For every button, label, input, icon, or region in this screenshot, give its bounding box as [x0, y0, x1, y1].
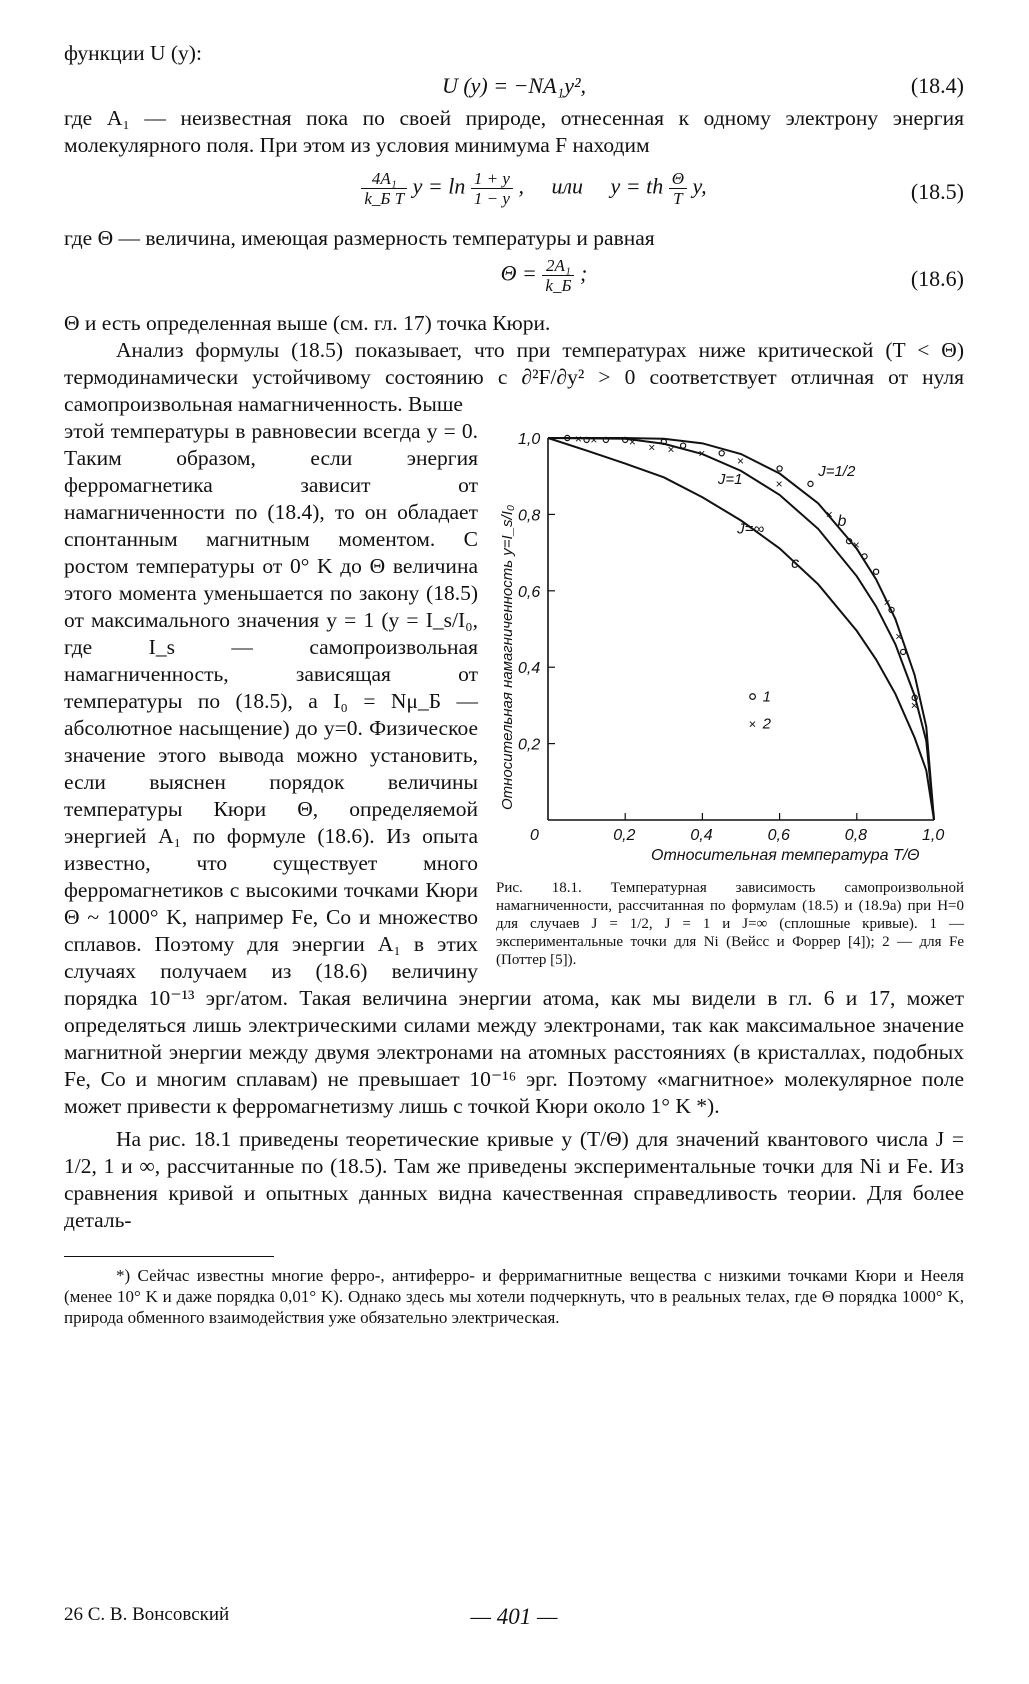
- x-tick-label: 1,0: [922, 827, 945, 844]
- intro-line: функции U (y):: [64, 41, 202, 65]
- curve-j-half: [548, 438, 934, 820]
- data-point-ni: [874, 569, 879, 574]
- data-point-ni: [901, 649, 906, 654]
- data-point-fe: ×: [852, 537, 860, 552]
- equation-18-4-number: (18.4): [910, 73, 964, 98]
- x-tick-label: 0,2: [613, 827, 636, 844]
- data-point-fe: ×: [895, 629, 903, 644]
- y-tick-label: 0,6: [518, 583, 541, 601]
- x-tick-label: 0,8: [844, 827, 868, 844]
- data-point-fe: ×: [775, 476, 783, 491]
- eq-18-5-th-num: Θ: [669, 169, 687, 189]
- legend-marker-fe: ×: [748, 716, 757, 732]
- eq-18-6-frac-num: 2A₁: [542, 256, 574, 276]
- y-axis-title: Относительная намагниченность y=I_s/I₀: [499, 504, 516, 810]
- legend-marker-ni: [750, 694, 756, 700]
- footer-signature: 26 С. В. Вонсовский: [64, 1604, 230, 1625]
- equation-18-5-number: (18.5): [910, 179, 964, 204]
- data-point-ni: [777, 466, 782, 471]
- eq-18-6-tail: ;: [579, 260, 588, 286]
- data-point-fe: ×: [883, 595, 891, 610]
- y-tick-label: 0,2: [518, 736, 541, 754]
- equation-18-4-body: U (y) = −NA₁y²,: [441, 73, 587, 98]
- x-tick-label: 0,4: [690, 827, 713, 844]
- paragraph-figure-ref: На рис. 18.1 приведены теоретические кривые y (T/Θ) для значений квантового числа J = 1/2, 1 и ∞, рассчитанные по (18.5). Там же приведены экспериментальные точки для Ni и Fe. Из сравнения кривой и опытных данных видна качественная справедливость теории. Для более деталь-: [64, 1127, 964, 1232]
- paragraph-analysis-1: Анализ формулы (18.5) показывает, что при температурах ниже критической (T < Θ) термодинамически устойчивому состоянию с ∂²F/∂y² > 0 соответствует отличная от нуля самопроизвольная намагниченность. Выше: [64, 338, 964, 416]
- y-tick-label: 1,0: [518, 431, 541, 448]
- eq-18-5-mid: y = ln: [412, 173, 466, 199]
- page-footer: [64, 1604, 964, 1634]
- equation-18-4: [64, 69, 964, 105]
- eq-18-5-frac-den: k_Б T: [364, 189, 405, 208]
- x-tick-label: 0: [530, 827, 539, 844]
- equation-18-6: [64, 252, 964, 310]
- y-tick-label: 0,4: [518, 660, 541, 678]
- data-point-fe: ×: [648, 440, 656, 455]
- eq-18-5-ln-num: 1 + y: [471, 169, 513, 189]
- data-point-ni: [808, 481, 813, 486]
- figure-18-1: [496, 422, 964, 969]
- equation-18-5: [64, 163, 964, 225]
- data-point-fe: ×: [590, 432, 598, 447]
- data-point-fe: ×: [910, 698, 918, 713]
- data-point-fe: ×: [628, 434, 636, 449]
- magnetization-chart: [496, 422, 964, 872]
- y-tick-label: 0,8: [518, 507, 541, 525]
- eq-18-5-tail: y,: [692, 173, 707, 199]
- legend-label-fe: 2: [762, 715, 771, 733]
- curve-label-j-half: J=1/2: [818, 463, 856, 481]
- curve-tag-c: c: [791, 554, 800, 572]
- eq-18-5-frac-num: 4A₁: [361, 169, 407, 189]
- curve-label-j-one: J=1: [717, 470, 743, 488]
- data-point-fe: ×: [825, 507, 833, 522]
- page-number: — 401 —: [470, 1604, 558, 1629]
- x-tick-label: 0,6: [767, 827, 790, 844]
- curve-tag-b: b: [837, 512, 847, 530]
- curve-j-infinity: [548, 438, 934, 820]
- x-axis-title: Относительная температура T/Θ: [651, 847, 920, 864]
- legend-label-ni: 1: [762, 688, 771, 706]
- figure-caption: Рис. 18.1. Температурная зависимость самопроизвольной намагниченности, рассчитанная по формулам (18.5) и (18.9а) при H=0 для случаев J = 1/2, J = 1 и J=∞ (сплошные кривые). 1 — экспериментальные точки для Ni (Вейсс и Форрер [4]); 2 — для Fe (Поттер [5]).: [496, 880, 964, 968]
- paragraph-a1: где A₁ — неизвестная пока по своей природе, отнесенная к одному электрону энергия молекулярного поля. При этом из условия минимума F находим: [64, 106, 964, 157]
- paragraph-curie: Θ и есть определенная выше (см. гл. 17) точка Кюри.: [64, 311, 551, 335]
- curve-j-one: [548, 438, 934, 820]
- data-point-ni: [681, 443, 686, 448]
- data-point-fe: ×: [737, 453, 745, 468]
- data-point-fe: ×: [698, 446, 706, 461]
- equation-18-6-number: (18.6): [910, 266, 964, 291]
- eq-18-6-lhs: Θ =: [500, 260, 537, 286]
- curve-label-j-infinity: J=∞: [737, 520, 765, 538]
- paragraph-analysis-2: этой температуры в равновесии всегда y = 0. Таким образом, если энергия ферромагнетика зависит от намагниченности по (18.4), то он обладает спонтанным магнитным моментом. С ростом температуры от 0° K до Θ величина этого момента уменьшается по закону (18.5) от максимального значения y = 1 (y = I_s/I₀, где I_s — самопроизвольная намагниченность, зависящая от температуры по (18.5), а I₀ = Nμ_Б — абсолютное насыщение) до y=0. Физическое значение этого вывода можно установить, если выяснен порядок величины температуры Кюри Θ, определяемой энергией A₁ по формуле (18.6). Из опыта известно, что существует много ферромагнетиков с высокими точками Кюри Θ ~ 1000° K, например Fe, Co и множество сплавов. Поэтому для энергии A₁ в этих случаях получаем из (18.6) величину порядка 10⁻¹³ эрг/атом. Такая величина энергии атома, как мы видели в гл. 6 и 17, может определяться лишь электрическими силами между электронами, так как максимальное значение магнитной энергии между двумя электронами на атомных расстояниях (в кристаллах, подобных Fe, Co и многим сплавам) не превышает 10⁻¹⁶ эрг. Поэтому «магнитное» молекулярное поле может привести к ферромагнетизму лишь с точкой Кюри около 1° K *).: [64, 419, 964, 1118]
- eq-18-6-frac-den: k_Б: [545, 276, 572, 295]
- data-point-ni: [719, 451, 724, 456]
- eq-18-5-th-den: T: [673, 189, 683, 208]
- eq-18-5-or: , или y = th: [518, 173, 664, 199]
- data-point-fe: ×: [667, 442, 675, 457]
- page-body: [64, 40, 964, 1328]
- paragraph-theta: где Θ — величина, имеющая размерность температуры и равная: [64, 226, 655, 250]
- eq-18-5-ln-den: 1 − y: [473, 189, 510, 208]
- footnote-rule: [64, 1256, 274, 1257]
- footnote: *) Сейчас известны многие ферро-, антиферро- и ферримагнитные вещества с низкими точками Кюри и Нееля (менее 10° K и даже порядка 0,01° K). Однако здесь мы хотели подчеркнуть, что в реальных телах, где Θ порядка 1000° K, природа обменного взаимодействия уже обязательно электрическая.: [64, 1266, 964, 1327]
- data-point-fe: ×: [574, 431, 582, 446]
